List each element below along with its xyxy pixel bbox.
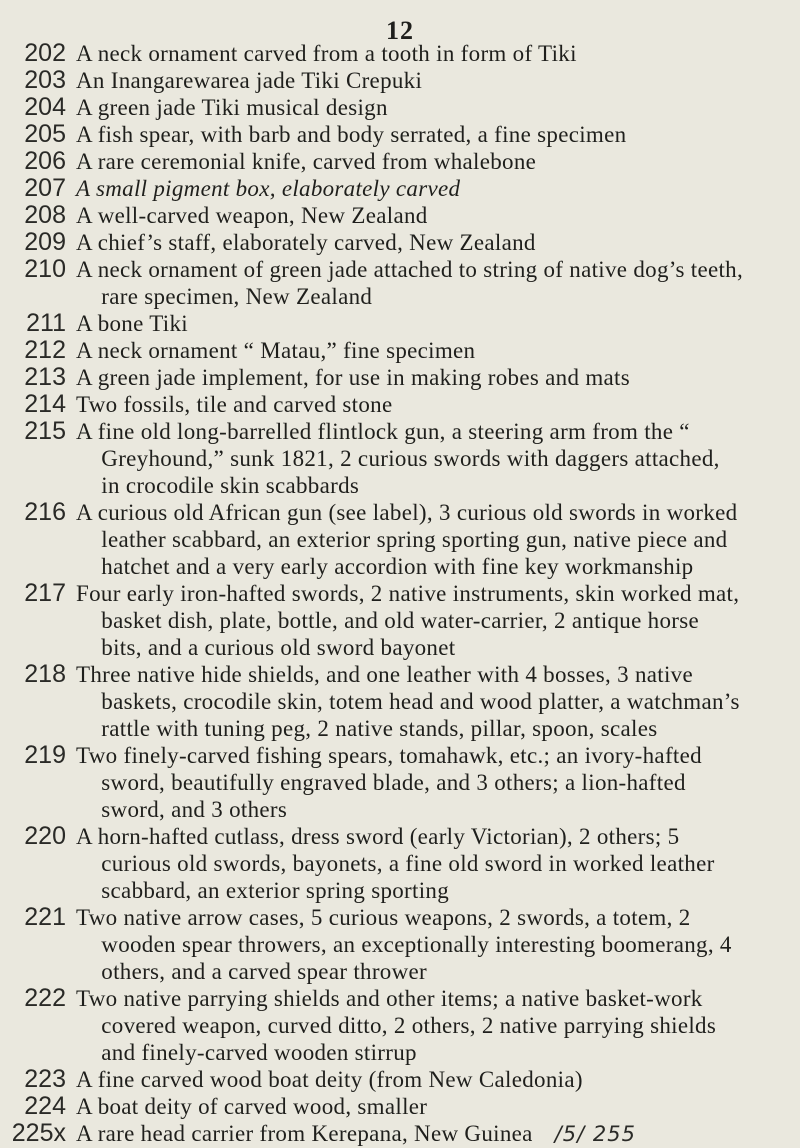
lot-entry [0, 256, 800, 310]
lot-entry [0, 1093, 800, 1120]
lot-description [76, 229, 743, 256]
lot-description [76, 904, 743, 985]
lot-description [76, 310, 743, 337]
lot-entry [0, 310, 800, 337]
lot-description-text: A green jade implement, for use in making robes and mats [76, 365, 630, 390]
lot-description-text: Four early iron-hafted swords, 2 native instruments, skin worked mat, basket dish, plate, bottle, and old water-carrier, 2 antique horse bits, and a curious old sword bayonet [76, 581, 740, 660]
lot-entry [0, 364, 800, 391]
lot-description [76, 364, 743, 391]
lot-description [76, 1120, 743, 1148]
lot-description [76, 202, 743, 229]
lot-entry [0, 742, 800, 823]
lot-entry [0, 661, 800, 742]
lot-number: 205 [24, 120, 66, 148]
lot-entry [0, 202, 800, 229]
lot-description-text: An Inangarewarea jade Tiki Crepuki [76, 68, 423, 93]
lot-description-text: A fine old long-barrelled flintlock gun, a steering arm from the “ Greyhound,” sunk 1821, 2 curious swords with daggers attached, in crocodile skin scabbards [76, 419, 720, 498]
lot-number: 204 [24, 93, 66, 121]
lot-description [76, 499, 743, 580]
lot-entry [0, 499, 800, 580]
lot-entry [0, 1066, 800, 1093]
lot-description [76, 40, 743, 67]
lot-number: 218 [24, 660, 66, 688]
lot-entry [0, 94, 800, 121]
lot-description [76, 985, 743, 1066]
lot-description [76, 580, 743, 661]
lot-description [76, 67, 743, 94]
lot-description [76, 742, 743, 823]
lot-description-text: A bone Tiki [76, 311, 188, 336]
lot-number: 202 [24, 39, 66, 67]
lot-description-text: A green jade Tiki musical design [76, 95, 388, 120]
lot-entry [0, 418, 800, 499]
lot-description-text: Two native parrying shields and other items; a native basket-work covered weapon, curved ditto, 2 others, 2 native parrying shields and finely-carved wooden stirrup [76, 986, 717, 1065]
lot-entry [0, 1120, 800, 1148]
lot-number: 209 [24, 228, 66, 256]
lot-number: 212 [24, 336, 66, 364]
lot-description-text: A neck ornament “ Matau,” fine specimen [76, 338, 476, 363]
lot-description [76, 1066, 743, 1093]
lot-number: 214 [24, 390, 66, 418]
lot-entry [0, 175, 800, 202]
lot-description-text: Two native arrow cases, 5 curious weapons, 2 swords, a totem, 2 wooden spear throwers, an exceptionally interesting boomerang, 4 others, and a carved spear thrower [76, 905, 732, 984]
lot-number: 207 [24, 174, 66, 202]
lot-number: 224 [24, 1092, 66, 1120]
lot-entry [0, 148, 800, 175]
lot-number: 211 [26, 309, 66, 337]
lot-entry [0, 391, 800, 418]
lot-entry [0, 229, 800, 256]
lot-number: 213 [24, 363, 66, 391]
lot-description-text: A fine carved wood boat deity (from New Caledonia) [76, 1067, 583, 1092]
lot-description-text: A fish spear, with barb and body serrated, a fine specimen [76, 122, 627, 147]
lot-number: 219 [24, 741, 66, 769]
lot-description-text: A neck ornament of green jade attached to string of native dog’s teeth, rare specimen, New Zealand [76, 257, 743, 309]
lot-description-text: A rare head carrier from Kerepana, New Guinea [76, 1121, 533, 1146]
lot-description-text: A small pigment box, elaborately carved [76, 176, 461, 201]
lot-entry [0, 337, 800, 364]
lot-description-text: A well-carved weapon, New Zealand [76, 203, 428, 228]
lot-entry [0, 40, 800, 67]
lot-description [76, 418, 743, 499]
lot-number: 222 [24, 984, 66, 1012]
lot-list [0, 40, 800, 1148]
lot-description [76, 256, 743, 310]
lot-description [76, 661, 743, 742]
lot-description [76, 175, 743, 202]
lot-description-text: A chief’s staff, elaborately carved, New Zealand [76, 230, 536, 255]
lot-description [76, 823, 743, 904]
lot-description-text: A curious old African gun (see label), 3 curious old swords in worked leather scabbard, an exterior spring sporting gun, native piece and hatchet and a very early accordion with fine key workmanship [76, 500, 738, 579]
lot-description [76, 391, 743, 418]
lot-number: 206 [24, 147, 66, 175]
lot-number: 220 [24, 822, 66, 850]
lot-number: 223 [24, 1065, 66, 1093]
lot-number: 216 [24, 498, 66, 526]
lot-number: 217 [24, 579, 66, 607]
lot-description-text: A horn-hafted cutlass, dress sword (early Victorian), 2 others; 5 curious old swords, bayonets, a fine old sword in worked leather scabbard, an exterior spring sporting [76, 824, 715, 903]
lot-number: 210 [24, 255, 66, 283]
lot-number: 215 [24, 417, 66, 445]
lot-number: 203 [24, 66, 66, 94]
handwritten-price-annotation: /5/ 255 [554, 1122, 636, 1146]
lot-description-text: A rare ceremonial knife, carved from whalebone [76, 149, 537, 174]
lot-description-text: Two fossils, tile and carved stone [76, 392, 393, 417]
lot-entry [0, 823, 800, 904]
lot-number: 225x [11, 1119, 66, 1147]
lot-description [76, 94, 743, 121]
lot-entry [0, 121, 800, 148]
lot-description-text: A boat deity of carved wood, smaller [76, 1094, 428, 1119]
lot-description-text: Three native hide shields, and one leather with 4 bosses, 3 native baskets, crocodile skin, totem head and wood platter, a watchman’s rattle with tuning peg, 2 native stands, pillar, spoon, scales [76, 662, 740, 741]
lot-entry [0, 580, 800, 661]
page-number: 12 [386, 16, 414, 45]
lot-entry [0, 67, 800, 94]
lot-number: 208 [24, 201, 66, 229]
lot-description [76, 121, 743, 148]
lot-description [76, 1093, 743, 1120]
lot-description-text: Two finely-carved fishing spears, tomahawk, etc.; an ivory-hafted sword, beautifully engraved blade, and 3 others; a lion-hafted sword, and 3 others [76, 743, 702, 822]
lot-description [76, 337, 743, 364]
lot-number: 221 [24, 903, 66, 931]
lot-entry [0, 985, 800, 1066]
lot-description [76, 148, 743, 175]
lot-description-text: A neck ornament carved from a tooth in form of Tiki [76, 41, 577, 66]
lot-entry [0, 904, 800, 985]
